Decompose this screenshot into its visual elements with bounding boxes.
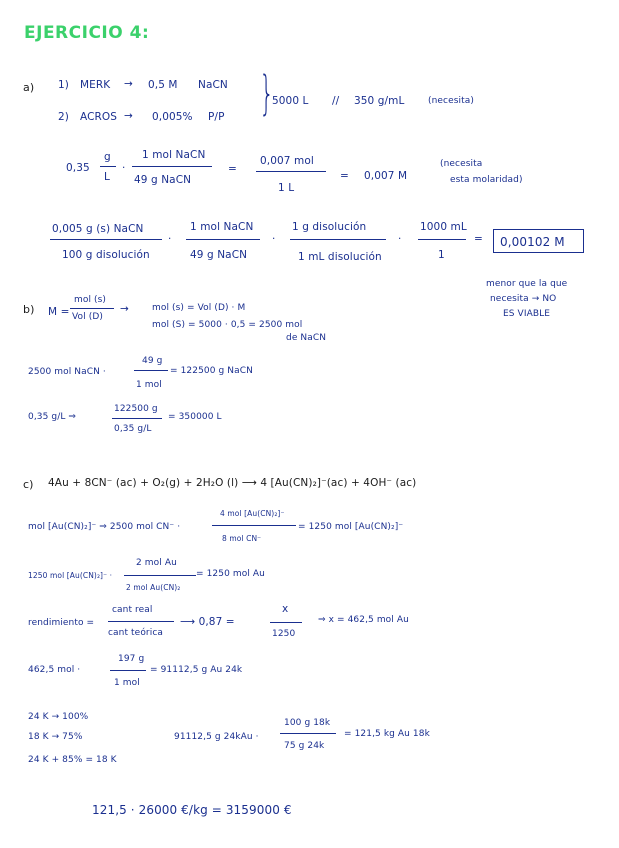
c-p-res: = 121,5 kg Au 18k xyxy=(344,729,430,739)
b-r2b: de NaCN xyxy=(286,333,327,343)
c2-f1-num: 0,005 g (s) NaCN xyxy=(52,223,144,235)
a-separator: // xyxy=(332,95,340,107)
section-a-label: a) xyxy=(23,81,35,94)
b-d-res: = 350000 L xyxy=(168,412,222,422)
c-r-den: cant teórica xyxy=(108,628,163,638)
brace: } xyxy=(259,66,275,120)
c-p-num: 100 g 18k xyxy=(284,718,331,728)
c-k1: 24 K → 100% xyxy=(28,712,89,722)
c-g-res: = 91112,5 g Au 24k xyxy=(150,665,243,675)
c-equation: 4Au + 8CN⁻ (ac) + O₂(g) + 2H₂O (l) ⟶ 4 [Au(CN)₂]⁻(ac) + 4OH⁻ (ac) xyxy=(48,477,417,489)
a-line2-conc: 0,005% xyxy=(152,111,193,123)
c-r-xden: 1250 xyxy=(272,629,296,639)
c2-f2-num: 1 mol NaCN xyxy=(190,221,254,233)
c-n-res: = 1250 mol Au xyxy=(196,569,265,579)
c-r-mid: ⟶ 0,87 = xyxy=(180,616,235,628)
page-title: EJERCICIO 4: xyxy=(24,23,150,43)
c-m-num: 4 mol [Au(CN)₂]⁻ xyxy=(220,509,285,518)
a-volume: 5000 L xyxy=(272,95,309,107)
c2-note2: necesita → NO xyxy=(490,294,557,304)
b-d-num: 122500 g xyxy=(114,404,158,414)
c2-f4-den: 1 xyxy=(438,249,445,261)
c-m-den: 8 mol CN⁻ xyxy=(222,534,262,543)
c2-f2-den: 49 g NaCN xyxy=(190,249,248,261)
c-g-den: 1 mol xyxy=(114,678,140,688)
c-g-lhs: 462,5 mol · xyxy=(28,665,81,675)
c-m-res: = 1250 mol [Au(CN)₂]⁻ xyxy=(298,522,404,532)
c2-dot3: · xyxy=(398,233,402,245)
c-r-xnum: x xyxy=(282,603,289,615)
c2-result: 0,00102 M xyxy=(500,235,565,249)
b-r1: mol (s) = Vol (D) · M xyxy=(152,303,246,313)
c-k3: 24 K + 85% = 18 K xyxy=(28,755,117,765)
c-r-lhs: rendimiento = xyxy=(28,618,95,628)
c1-eq: = xyxy=(228,163,237,175)
c2-note3: ES VIABLE xyxy=(503,309,551,319)
c2-f3-num: 1 g disolución xyxy=(292,221,367,233)
b-d-den: 0,35 g/L xyxy=(114,424,152,434)
c-n-den: 2 mol Au(CN)₂ xyxy=(126,583,181,592)
section-c-label: c) xyxy=(23,478,34,491)
c-g-num: 197 g xyxy=(118,654,145,664)
b-c-den: 1 mol xyxy=(136,380,162,390)
a-line2-brand: ACROS xyxy=(80,111,118,123)
c-n-lhs: 1250 mol [Au(CN)₂]⁻ · xyxy=(28,571,113,580)
c2-f1-den: 100 g disolución xyxy=(62,249,150,261)
a-line2-pp: P/P xyxy=(208,111,225,123)
c2-f3-den: 1 mL disolución xyxy=(298,251,382,263)
a-line2-num: 2) xyxy=(58,111,69,123)
c1-r-den: 1 L xyxy=(278,182,295,194)
c1-prefix: 0,35 xyxy=(66,162,90,174)
c-r-num: cant real xyxy=(112,605,153,615)
c2-note1: menor que la que xyxy=(486,279,568,289)
a-line1-brand: MERK xyxy=(80,79,111,91)
section-b-label: b) xyxy=(23,303,35,316)
c-k2: 18 K → 75% xyxy=(28,732,83,742)
c1-g: g xyxy=(104,151,111,163)
c1-L: L xyxy=(104,171,110,183)
b-m-num: mol (s) xyxy=(74,295,107,305)
c1-dot: · xyxy=(122,162,126,174)
c2-dot2: · xyxy=(272,233,276,245)
b-c-num: 49 g xyxy=(142,356,163,366)
c-p-lhs: 91112,5 g 24kAu · xyxy=(174,732,259,742)
c-m-lhs: mol [Au(CN)₂]⁻ ⇒ 2500 mol CN⁻ · xyxy=(28,522,181,532)
a-need: (necesita) xyxy=(428,96,474,106)
c2-eq: = xyxy=(474,233,483,245)
c1-r-num: 0,007 mol xyxy=(260,155,314,167)
c1-note1: (necesita xyxy=(440,159,483,169)
a-line1-num: 1) xyxy=(58,79,69,91)
c-n-num: 2 mol Au xyxy=(136,558,177,568)
b-m-lhs: M = xyxy=(48,306,70,318)
b-m-den: Vol (D) xyxy=(72,312,103,322)
a-line2-arrow: → xyxy=(124,110,133,122)
c-p-den: 75 g 24k xyxy=(284,741,325,751)
c1-eq2: = xyxy=(340,170,349,182)
c1-den: 49 g NaCN xyxy=(134,174,192,186)
a-line1-conc: 0,5 M xyxy=(148,79,178,91)
c1-result: 0,007 M xyxy=(364,170,408,182)
b-c-res: = 122500 g NaCN xyxy=(170,366,253,376)
b-c-lhs: 2500 mol NaCN · xyxy=(28,367,106,377)
b-d-lhs: 0,35 g/L ⇒ xyxy=(28,412,77,422)
final-result: 121,5 · 26000 €/kg = 3159000 € xyxy=(92,803,292,817)
c1-note2: esta molaridad) xyxy=(450,175,523,185)
b-m-arrow: → xyxy=(120,303,129,315)
c2-dot1: · xyxy=(168,233,172,245)
b-r2: mol (S) = 5000 · 0,5 = 2500 mol xyxy=(152,320,303,330)
c2-f4-num: 1000 mL xyxy=(420,221,467,233)
c1-num: 1 mol NaCN xyxy=(142,149,206,161)
a-line1-compound: NaCN xyxy=(198,79,228,91)
a-density: 350 g/mL xyxy=(354,95,405,107)
a-line1-arrow: → xyxy=(124,78,133,90)
c-r-res: ⇒ x = 462,5 mol Au xyxy=(318,615,409,625)
